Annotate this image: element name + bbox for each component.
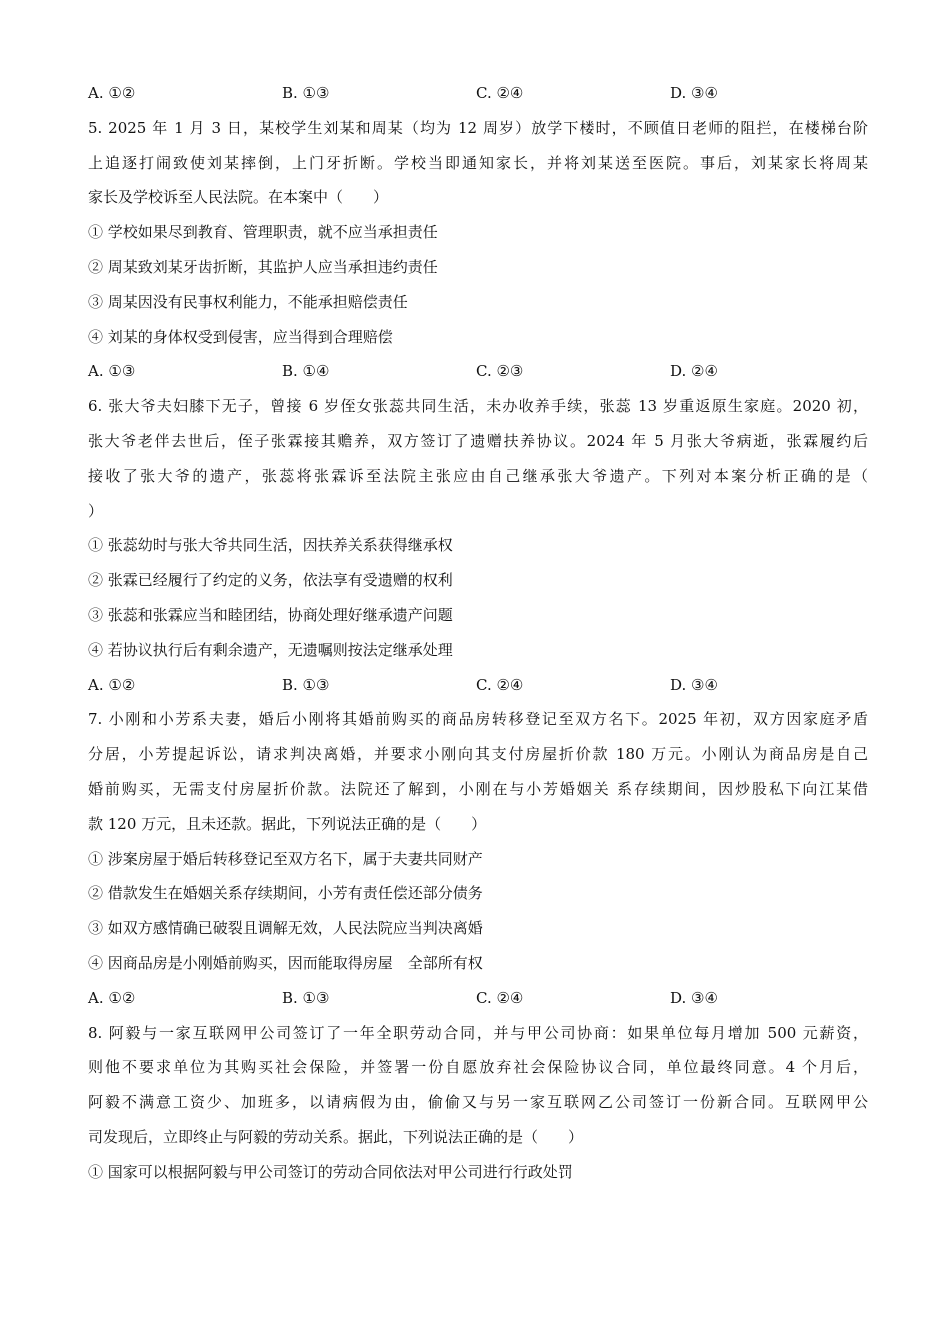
q7-statement: ③ 如双方感情确已破裂且调解无效，人民法院应当判决离婚 bbox=[88, 919, 483, 938]
q6-statement: ① 张蕊幼时与张大爷共同生活，因扶养关系获得继承权 bbox=[88, 536, 453, 555]
q6-statement: ② 张霖已经履行了约定的义务，依法享有受遗赠的权利 bbox=[88, 571, 453, 590]
q4-option-d: D. ③④ bbox=[670, 84, 718, 102]
q8-stem-line: 8. 阿毅与一家互联网甲公司签订了一年全职劳动合同，并与甲公司协商：如果单位每月增加 500 元薪资， bbox=[88, 1023, 868, 1042]
q7-option-b: B. ①③ bbox=[282, 988, 330, 1007]
q7-option-d: D. ③④ bbox=[670, 988, 718, 1007]
q4-option-a: A. ①② bbox=[88, 84, 136, 102]
q7-stem-line: 婚前购买，无需支付房屋折价款。法院还了解到，小刚在与小芳婚姻关 系存续期间，因炒股私下向江某借 bbox=[88, 779, 868, 798]
q5-option-a: A. ①③ bbox=[88, 362, 136, 381]
q5-statement: ① 学校如果尽到教育、管理职责，就不应当承担责任 bbox=[88, 223, 438, 242]
q7-option-c: C. ②④ bbox=[476, 988, 524, 1007]
question-5 bbox=[88, 111, 868, 389]
q6-options bbox=[88, 668, 868, 703]
q8-stem-line: 则他不要求单位为其购买社会保险，并签署一份自愿放弃社会保险协议合同，单位最终同意。4 个月后， bbox=[88, 1058, 868, 1077]
q8-stem-line: 司发现后，立即终止与阿毅的劳动关系。据此，下列说法正确的是（ ） bbox=[88, 1127, 584, 1146]
q5-stem-line: 5. 2025 年 1 月 3 日，某校学生刘某和周某（均为 12 周岁）放学下楼时，不顾值日老师的阻拦，在楼梯台阶 bbox=[88, 118, 868, 137]
question-8 bbox=[88, 1016, 868, 1190]
q6-statement: ③ 张蕊和张霖应当和睦团结，协商处理好继承遗产问题 bbox=[88, 605, 453, 624]
exam-page bbox=[88, 76, 868, 1190]
q7-stem-line: 7. 小刚和小芳系夫妻，婚后小刚将其婚前购买的商品房转移登记至双方名下。2025 年初，双方因家庭矛盾 bbox=[88, 710, 868, 729]
q5-option-d: D. ②④ bbox=[670, 362, 718, 381]
question-7 bbox=[88, 702, 868, 1015]
q5-statement: ④ 刘某的身体权受到侵害，应当得到合理赔偿 bbox=[88, 327, 393, 346]
q5-option-c: C. ②③ bbox=[476, 362, 524, 381]
q5-statement: ② 周某致刘某牙齿折断，其监护人应当承担违约责任 bbox=[88, 257, 438, 276]
q6-stem-line: 张大爷老伴去世后，侄子张霖接其赡养，双方签订了遗赠扶养协议。2024 年 5 月张大爷病逝，张霖履约后 bbox=[88, 431, 868, 450]
q5-option-b: B. ①④ bbox=[282, 362, 330, 381]
q6-stem-line: 接收了张大爷的遗产，张蕊将张霖诉至法院主张应由自己继承张大爷遗产。下列对本案分析正确的是（ bbox=[88, 466, 868, 485]
q4-options bbox=[88, 76, 868, 111]
q6-option-d: D. ③④ bbox=[670, 675, 718, 694]
q5-statement: ③ 周某因没有民事权利能力，不能承担赔偿责任 bbox=[88, 292, 408, 311]
q8-statement: ① 国家可以根据阿毅与甲公司签订的劳动合同依法对甲公司进行行政处罚 bbox=[88, 1162, 573, 1181]
q6-statement: ④ 若协议执行后有剩余遗产，无遗嘱则按法定继承处理 bbox=[88, 640, 453, 659]
q6-stem-line: ） bbox=[88, 501, 104, 520]
q7-stem-line: 分居，小芳提起诉讼，请求判决离婚，并要求小刚向其支付房屋折价款 180 万元。小刚认为商品房是自己 bbox=[88, 745, 868, 764]
q6-option-c: C. ②④ bbox=[476, 675, 524, 694]
q7-statement: ④ 因商品房是小刚婚前购买，因而能取得房屋 全部所有权 bbox=[88, 953, 483, 972]
q6-stem-line: 6. 张大爷夫妇膝下无子，曾接 6 岁侄女张蕊共同生活，未办收养手续，张蕊 13 岁重返原生家庭。2020 初， bbox=[88, 397, 868, 416]
q7-statement: ② 借款发生在婚姻关系存续期间，小芳有责任偿还部分债务 bbox=[88, 884, 483, 903]
q7-option-a: A. ①② bbox=[88, 988, 136, 1007]
q4-option-c: C. ②④ bbox=[476, 84, 524, 102]
q4-option-b: B. ①③ bbox=[282, 84, 330, 102]
q5-options bbox=[88, 354, 868, 389]
q7-statement: ① 涉案房屋于婚后转移登记至双方名下，属于夫妻共同财产 bbox=[88, 849, 483, 868]
q7-options bbox=[88, 981, 868, 1016]
q6-option-b: B. ①③ bbox=[282, 675, 330, 694]
q5-stem-line: 上追逐打闹致使刘某摔倒，上门牙折断。学校当即通知家长，并将刘某送至医院。事后，刘某家长将周某 bbox=[88, 153, 868, 172]
q6-option-a: A. ①② bbox=[88, 675, 136, 694]
q7-stem-line: 款 120 万元，且未还款。据此，下列说法正确的是（ ） bbox=[88, 814, 487, 833]
q8-stem-line: 阿毅不满意工资少、加班多，以请病假为由，偷偷又与另一家互联网乙公司签订一份新合同。互联网甲公 bbox=[88, 1093, 868, 1112]
question-6 bbox=[88, 389, 868, 702]
q5-stem-line: 家长及学校诉至人民法院。在本案中（ ） bbox=[88, 188, 389, 207]
